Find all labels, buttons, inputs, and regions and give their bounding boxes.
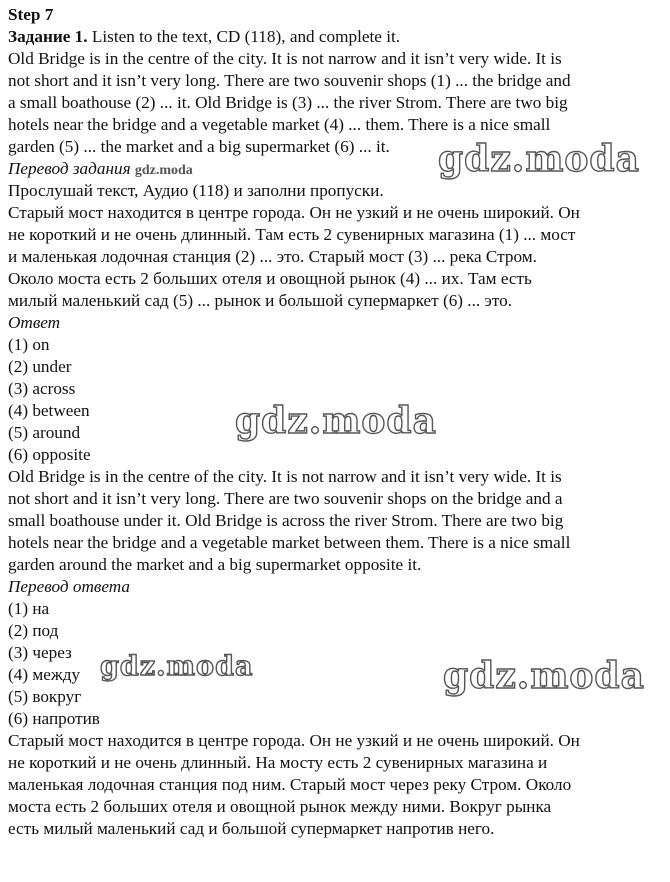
task-instruction-line — [8, 26, 658, 48]
watermark: gdz.moda — [443, 655, 645, 697]
task-instruction: Listen to the text, CD (118), and complete it. — [87, 27, 401, 46]
step-heading: Step 7 — [8, 5, 54, 24]
answer-text-line: not short and it isn’t very long. There are two souvenir shops on the bridge and a — [8, 489, 563, 508]
answer-translation-item: (4) между — [8, 665, 81, 684]
answer-translation-item: (2) под — [8, 621, 59, 640]
task-translation-line: Около моста есть 2 больших отеля и овощной рынок (4) ... их. Там есть — [8, 269, 532, 288]
answer-translation-heading: Перевод ответа — [8, 577, 130, 596]
watermark: gdz.moda — [438, 138, 640, 180]
answer-item: (5) around — [8, 423, 81, 442]
answer-text-line: garden around the market and a big supermarket opposite it. — [8, 555, 422, 574]
task-label: Задание 1. — [8, 27, 88, 46]
task-translation-line: милый маленький сад (5) ... рынок и большой супермаркет (6) ... это. — [8, 291, 513, 310]
watermark: gdz.moda — [235, 400, 437, 442]
task-translation-heading: Перевод задания gdz.moda — [8, 159, 193, 178]
answer-translation-item: (3) через — [8, 643, 72, 662]
task-translation-line: Старый мост находится в центре города. Он не узкий и не очень широкий. Он — [8, 203, 580, 222]
answer-item: (1) on — [8, 335, 50, 354]
task-text-line: a small boathouse (2) ... it. Old Bridge is (3) ... the river Strom. There are two big — [8, 93, 568, 112]
answer-translation-item: (1) на — [8, 599, 50, 618]
small-watermark: gdz.moda — [134, 163, 193, 178]
task-translation-instruction: Прослушай текст, Аудио (118) и заполни пропуски. — [8, 181, 384, 200]
answer-heading: Ответ — [8, 313, 61, 332]
answer-translation-item: (5) вокруг — [8, 687, 82, 706]
answer-item: (2) under — [8, 357, 72, 376]
task-text-line: Old Bridge is in the centre of the city. It is not narrow and it isn’t very wide. It is — [8, 49, 562, 68]
answer-text-line: small boathouse under it. Old Bridge is across the river Strom. There are two big — [8, 511, 564, 530]
answer-translation-line: есть милый маленький сад и большой супермаркет напротив него. — [8, 819, 495, 838]
task-text-line: hotels near the bridge and a vegetable market (4) ... them. There is a nice small — [8, 115, 551, 134]
answer-translation-line: не короткий и не очень длинный. На мосту есть 2 сувенирных магазина и — [8, 753, 548, 772]
answer-item: (3) across — [8, 379, 76, 398]
answer-text-line: hotels near the bridge and a vegetable market between them. There is a nice small — [8, 533, 571, 552]
answer-translation-line: Старый мост находится в центре города. Он не узкий и не очень широкий. Он — [8, 731, 580, 750]
answer-translation-line: маленькая лодочная станция под ним. Старый мост через реку Стром. Около — [8, 775, 572, 794]
task-translation-line: и маленькая лодочная станция (2) ... это. Старый мост (3) ... река Стром. — [8, 247, 537, 266]
task-translation-line: не короткий и не очень длинный. Там есть 2 сувенирных магазина (1) ... мост — [8, 225, 576, 244]
watermark: gdz.moda — [100, 651, 254, 682]
task-text-line: garden (5) ... the market and a big supermarket (6) ... it. — [8, 137, 390, 156]
answer-translation-line: моста есть 2 больших отеля и овощной рынок между ними. Вокруг рынка — [8, 797, 552, 816]
answer-item: (4) between — [8, 401, 90, 420]
answer-translation-item: (6) напротив — [8, 709, 100, 728]
answer-text-line: Old Bridge is in the centre of the city. It is not narrow and it isn’t very wide. It is — [8, 467, 562, 486]
task-text-line: not short and it isn’t very long. There are two souvenir shops (1) ... the bridge and — [8, 71, 571, 90]
answer-item: (6) opposite — [8, 445, 91, 464]
